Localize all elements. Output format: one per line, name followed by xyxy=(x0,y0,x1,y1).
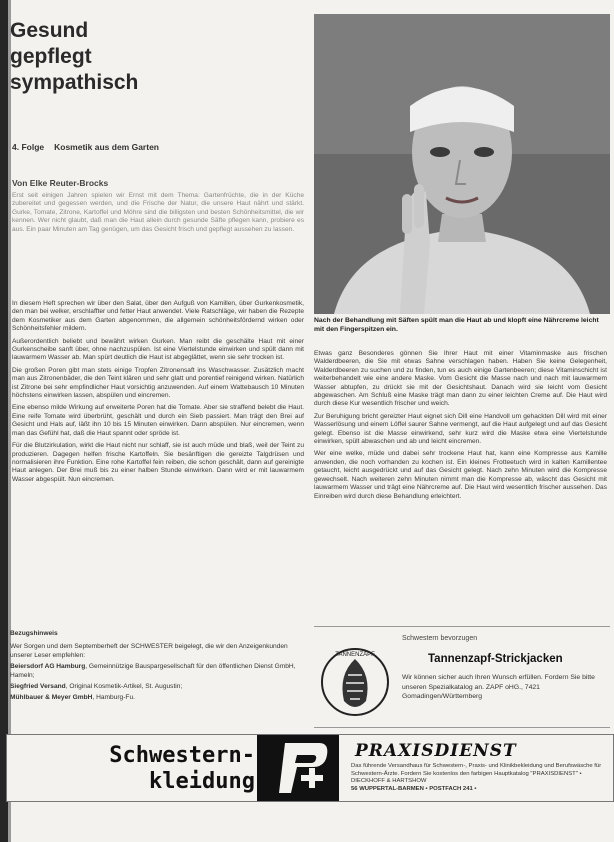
sources-box xyxy=(10,630,302,706)
headline-line-2: kleidung xyxy=(149,769,255,794)
article-title xyxy=(10,18,310,96)
left-column xyxy=(12,300,304,488)
sources-entry: Siegfried Versand, Original Kosmetik-Artikel, St. Augustin; xyxy=(10,683,183,691)
praxisdienst-address: 56 WUPPERTAL-BARMEN • POSTFACH 241 • xyxy=(351,785,477,792)
tannen-brand: Tannenzapf-Strickjacken xyxy=(428,653,563,665)
schwesternkleidung-headline xyxy=(17,743,255,795)
right-paragraph: Wer eine welke, müde und dabei sehr trockene Haut hat, kann eine Kompresse aus Kamille anwenden, die noch vorhanden zu kochen ist. Ein kleines Frotteetuch wird in kalten Kamillentee getaucht, leicht ausgedrückt und auf das Gesicht gelegt. Nach zehn Minuten wird die Kompresse gewechselt. Nach weiteren zehn Minuten nimmt man die Kompresse ab, wäscht das Gesicht mit lauwarmem Wasser und trägt eine Nährcreme auf. Die Haut wird wesentlich frischer aussehen. Das Einreiben wird durch diese Behandlung erleichtert. xyxy=(314,450,607,500)
sources-entry-text: Hamburg-Fu. xyxy=(96,694,135,702)
left-paragraph: In diesem Heft sprechen wir über den Salat, über den Aufguß von Kamillen, über Gurkenkosmetik, den man bei welker, erschlaffter und fetter Haut anwendet. Viele Ratschläge, wir haben die Rezepte dem Kosmetiker aus dem Garten abgenommen, die allgemein schönheitsfördernd wirken oder Schönheitsfehler mildern. xyxy=(12,300,304,333)
right-column xyxy=(314,350,607,505)
sources-heading: Bezugshinweis xyxy=(10,630,58,637)
left-paragraph: Die großen Poren gibt man stets einige Tropfen Zitronensaft ins Waschwasser. Zusätzlich macht man aus Zitronenbäder, die den Teint klären und sehr glatt und porentief reinigend wirken. Natürlich ist Zitrone bei sehr empfindlicher Haut vorsichtig anzuwenden. Auf einem Wattebausch 10 Minuten höchstens einwirken lassen, abspülen und eincremen. xyxy=(12,366,304,400)
sources-entry: Beiersdorf AG Hamburg, Gemeinnützige Bauspargesellschaft für den öffentlichen Dienst GmbH, Hameln; xyxy=(10,663,296,679)
series-line xyxy=(12,142,159,152)
left-paragraph: Außerordentlich beliebt und bewährt wirken Gurken. Man reibt die geschälte Haut mit einer Gurkenscheibe sanft über, ohne nachzuspülen. Ist eine Viertelstunde einwirken und spült dann mit lauwarmem Wasser ab. Man spürt deutlich die Haut ist abgeglättet, wenn sie sehr trocken ist. xyxy=(12,337,304,362)
cone-label: TANNENZAPF xyxy=(335,652,375,658)
sources-entry-text: Gemeinnützige Bauspargesellschaft für den öffentlichen Dienst GmbH, Hameln; xyxy=(10,663,296,679)
faded-intro: Erst seit einigen Jahren spielen wir Ernst mit dem Thema: Gartenfrüchte, die in der Küche zubereitet und gegessen werden, und die Frische der Natur, die unsere Haut nährt und stärkt. Gurke, Tomate, Zitrone, Kartoffel und Möhre sind die billigsten und besten Schönheitsmittel, die wir kennen. Wer nicht glaubt, daß man die Haut allein durch gesunde Säfte pflegen kann, probiere es aus. Ein paar Minuten am Tag genügen, um das Gesicht frisch und gepflegt aussehen zu lassen. xyxy=(12,192,304,233)
sources-entry-name: Beiersdorf AG Hamburg xyxy=(10,663,86,671)
series-part: 4. Folge xyxy=(12,142,45,152)
series-topic: Kosmetik aus dem Garten xyxy=(54,142,159,152)
right-paragraph: Zur Beruhigung bricht gereizter Haut eignet sich Dill eine Handvoll um gehackten Dill wird mit einer Wasserlösung und einem Löffel saurer Sahne vermengt, auf die Haut aufgelegt und auf das Gesicht gelegt. Ebenso ist die Masse einwirkend, sehr kurz wird die Maske etwa eine Viertelstunde einwirken, spült abwaschen und ab und leicht eincremen. xyxy=(314,412,607,446)
praxisdienst-logo xyxy=(257,735,339,801)
headline-line-1: Schwestern- xyxy=(109,743,255,768)
title-line-2: gepflegt xyxy=(10,45,92,68)
praxisdienst-brand: PRAXISDIENST xyxy=(355,741,517,761)
right-paragraph: Etwas ganz Besonderes gönnen Sie Ihrer Haut mit einer Vitaminmaske aus frischen Walderdbeeren, die Sie mit etwas Sahne verschlagen haben. Haben Sie keine Gelegenheit, Walderdbeeren zu suchen und zu finden, tun es auch einige Gartenbeeren; diese Vitaminschicht ist weiterbehandelt wie eine andere Maske. Vom Gesicht die Masse nach und nach mit lauwarmem Wasser abtupfen, zu drückt sie mit der Gesichtshaut. Danach wird sie leicht vom Gesicht abgewaschen. Am Schluß eine Maske trägt man dann zu einer leichten Creme auf. Die Haut wird durch diese Kur wesentlich frischer und weich. xyxy=(314,350,607,408)
left-paragraph: Für die Blutzirkulation, wirkt die Haut nicht nur schlaff, sie ist auch müde und blaß, weil der Teint zu produzieren. Dagegen helfen frische Kartoffeln. Sie besänftigen die gereizte Talgdrüsen und normalisieren ihre Funktion. Eine rohe Kartoffel fein reiben, die schon geschält, dann auf gereinigte Haut anlegen. Der Brei muß bis zu einer halben Stunde einwirken. Dann wird er mit lauwarmem Wasser abgespült. Nun eincremen. xyxy=(12,442,304,483)
author-byline: Von Elke Reuter-Brocks xyxy=(12,178,109,188)
binding-shadow xyxy=(8,0,11,842)
title-line-3: sympathisch xyxy=(10,71,139,94)
p-cross-logo-icon xyxy=(257,735,339,801)
praxisdienst-advertisement xyxy=(6,734,614,802)
pine-cone-icon xyxy=(320,645,390,719)
tannen-body: Wir können sicher auch Ihren Wunsch erfüllen. Fordern Sie bitte unseren Spezialkatalog an. ZAPF oHG., 7421 Gomadingen/Württemberg xyxy=(402,674,595,700)
tannenzapf-advertisement xyxy=(314,626,610,728)
binding-edge xyxy=(0,0,8,842)
photo-caption: Nach der Behandlung mit Säften spült man die Haut ab und klopft eine Nährcreme leicht mit den Fingerspitzen ein. xyxy=(314,317,599,333)
tannen-tagline: Schwestern bevorzugen xyxy=(402,635,478,642)
faded-intro-text xyxy=(12,192,304,238)
sources-entry-name: Mühlbauer & Meyer GmbH xyxy=(10,694,93,702)
sources-entry-text: Original Kosmetik-Artikel, St. Augustin; xyxy=(69,683,183,691)
title-line-1: Gesund xyxy=(10,19,89,42)
woman-portrait-image xyxy=(314,14,610,314)
left-paragraph: Eine ebenso milde Wirkung auf erweiterte Poren hat die Tomate. Aber sie straffend belebt die Haut. Eine reife Tomate wird überbrüht, geschält und durch ein Sieb passiert. Man trägt den Brei auf Gesicht und Hals auf, läßt ihn 10 bis 15 Minuten einwirken. Dann abspülen. Nur eincremen, wenn man das Gefühl hat, daß die Haut spannt oder spröde ist. xyxy=(12,404,304,437)
praxisdienst-body xyxy=(351,763,609,793)
sources-intro: Wer Sorgen und dem Septemberheft der SCHWESTER beigelegt, die wir den Anzeigenkunden unserer Leser empfehlen: xyxy=(10,643,288,659)
portrait-photo xyxy=(314,14,610,314)
sources-entry-name: Siegfried Versand xyxy=(10,683,66,691)
sources-entry: Mühlbauer & Meyer GmbH, Hamburg-Fu. xyxy=(10,694,135,702)
praxisdienst-description: Das führende Versandhaus für Schwestern-, Praxis- und Klinikbekleidung und Berufswäsche für Schwestern-Ärzte. Fordern Sie kostenlos den farbigen Hauptkatalog "PRAXISDIENST" • DIECKHOFF & HARTSHOW xyxy=(351,763,602,785)
